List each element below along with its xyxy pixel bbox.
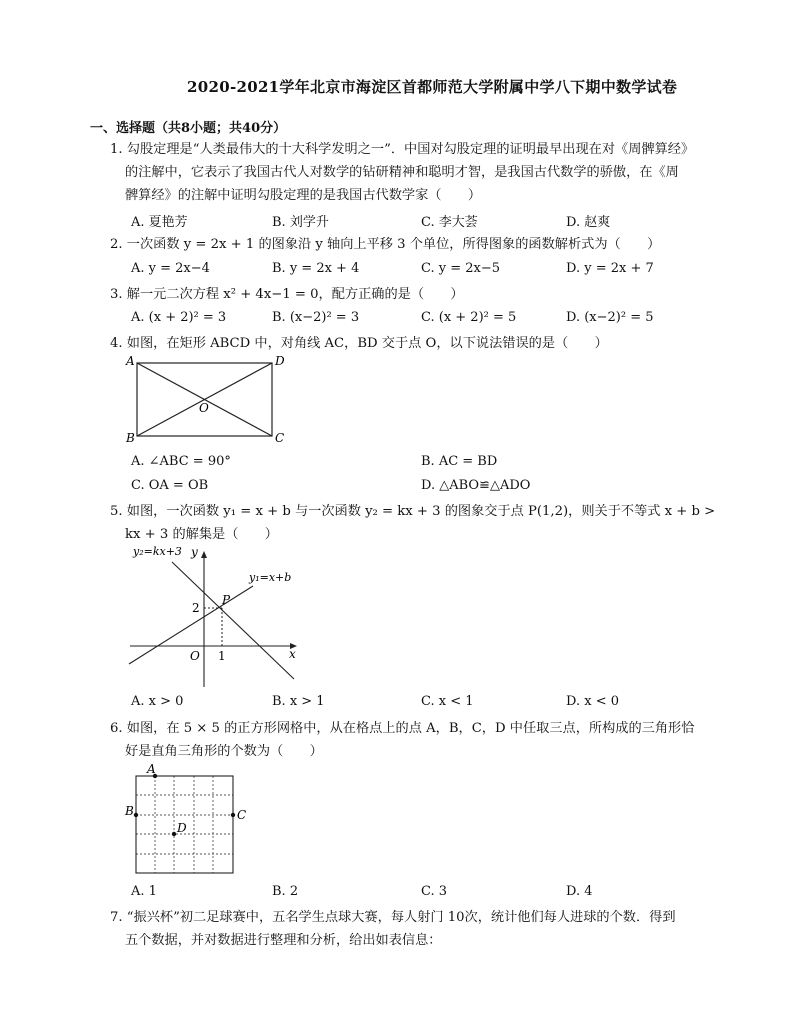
label-d: D <box>275 354 285 368</box>
q1-option-b: B. 刘学升 <box>272 215 329 230</box>
q6-line-1: 6. 如图，在 5 × 5 的正方形网格中，从在格点上的点 A，B，C，D 中任取三点，所构成的三角形恰 <box>110 721 695 736</box>
label-c: C <box>275 431 285 445</box>
q1-option-d: D. 赵爽 <box>566 215 611 230</box>
q4-option-a: A. ∠ABC = 90° <box>131 454 231 469</box>
point-b <box>134 813 138 817</box>
label-a: A <box>126 354 135 368</box>
label-y2: y₂=kx+3 <box>133 545 182 558</box>
q6-option-b: B. 2 <box>272 884 299 899</box>
q6-option-d: D. 4 <box>566 884 593 899</box>
q4-option-b: B. AC = BD <box>421 454 498 469</box>
q2-option-c: C. y = 2x−5 <box>421 261 501 276</box>
q2-option-b: B. y = 2x + 4 <box>272 261 360 276</box>
point-c <box>231 813 235 817</box>
q1-option-c: C. 李大荟 <box>421 215 478 230</box>
q6-option-a: A. 1 <box>131 884 157 899</box>
tick-y-2: 2 <box>192 601 200 615</box>
q5-line-1: 5. 如图，一次函数 y₁ = x + b 与一次函数 y₂ = kx + 3 的图象交于点 P(1,2)，则关于不等式 x + b > <box>110 504 716 519</box>
y-axis-arrow <box>201 551 207 558</box>
tick-x-1: 1 <box>218 649 226 663</box>
q6-line-2: 好是直角三角形的个数为（ ） <box>125 744 323 759</box>
q5-line-2: kx + 3 的解集是（ ） <box>125 527 278 542</box>
label-origin: O <box>190 649 200 663</box>
q4-option-d: D. △ABO≌△ADO <box>421 478 531 493</box>
point-d <box>172 832 176 836</box>
q5-option-d: D. x < 0 <box>566 694 619 709</box>
q1-line-3: 髀算经》的注解中证明勾股定理的是我国古代数学家（ ） <box>125 188 482 203</box>
q5-option-a: A. x > 0 <box>131 694 184 709</box>
function-graph <box>115 542 310 692</box>
rectangle-figure <box>120 352 295 447</box>
label-c: C <box>237 808 247 822</box>
q6-option-c: C. 3 <box>421 884 448 899</box>
q3-option-a: A. (x + 2)² = 3 <box>131 310 227 325</box>
label-p: P <box>222 593 231 607</box>
q4-option-c: C. OA = OB <box>131 478 209 493</box>
q7-line-2: 五个数据，并对数据进行整理和分析，给出如表信息： <box>125 933 442 948</box>
label-a: A <box>147 762 156 776</box>
q3-line-1: 3. 解一元二次方程 x² + 4x−1 = 0，配方正确的是（ ） <box>110 287 464 302</box>
q5-option-b: B. x > 1 <box>272 694 325 709</box>
q3-option-b: B. (x−2)² = 3 <box>272 310 360 325</box>
label-b: B <box>125 804 134 818</box>
label-x-axis: x <box>289 647 296 661</box>
q2-line-1: 2. 一次函数 y = 2x + 1 的图象沿 y 轴向上平移 3 个单位，所得图象的函数解析式为（ ） <box>110 237 661 252</box>
square-grid-figure <box>120 762 250 880</box>
q2-option-a: A. y = 2x−4 <box>131 261 210 276</box>
label-y-axis: y <box>191 545 198 559</box>
label-y1: y₁=x+b <box>249 571 292 584</box>
q4-line-1: 4. 如图，在矩形 ABCD 中，对角线 AC，BD 交于点 O，以下说法错误的是（ ） <box>110 336 608 351</box>
q2-option-d: D. y = 2x + 7 <box>566 261 654 276</box>
label-d: D <box>177 821 187 835</box>
label-b: B <box>126 431 135 445</box>
q7-line-1: 7. “振兴杯”初二足球赛中，五名学生点球大赛，每人射门 10次，统计他们每人进球的个数．得到 <box>110 910 676 925</box>
section-heading: 一、选择题（共8小题；共40分） <box>90 121 287 136</box>
label-o: O <box>199 401 209 415</box>
q1-line-2: 的注解中，它表示了我国古代人对数学的钻研精神和聪明才智，是我国古代数学的骄傲，在《周 <box>125 165 679 180</box>
q5-option-c: C. x < 1 <box>421 694 474 709</box>
exam-title: 2020-2021学年北京市海淀区首都师范大学附属中学八下期中数学试卷 <box>187 78 678 96</box>
q1-option-a: A. 夏艳芳 <box>131 215 188 230</box>
q3-option-c: C. (x + 2)² = 5 <box>421 310 517 325</box>
q1-line-1: 1. 勾股定理是“人类最伟大的十大科学发明之一”．中国对勾股定理的证明最早出现在对《周髀算经》 <box>110 142 695 157</box>
q3-option-d: D. (x−2)² = 5 <box>566 310 654 325</box>
